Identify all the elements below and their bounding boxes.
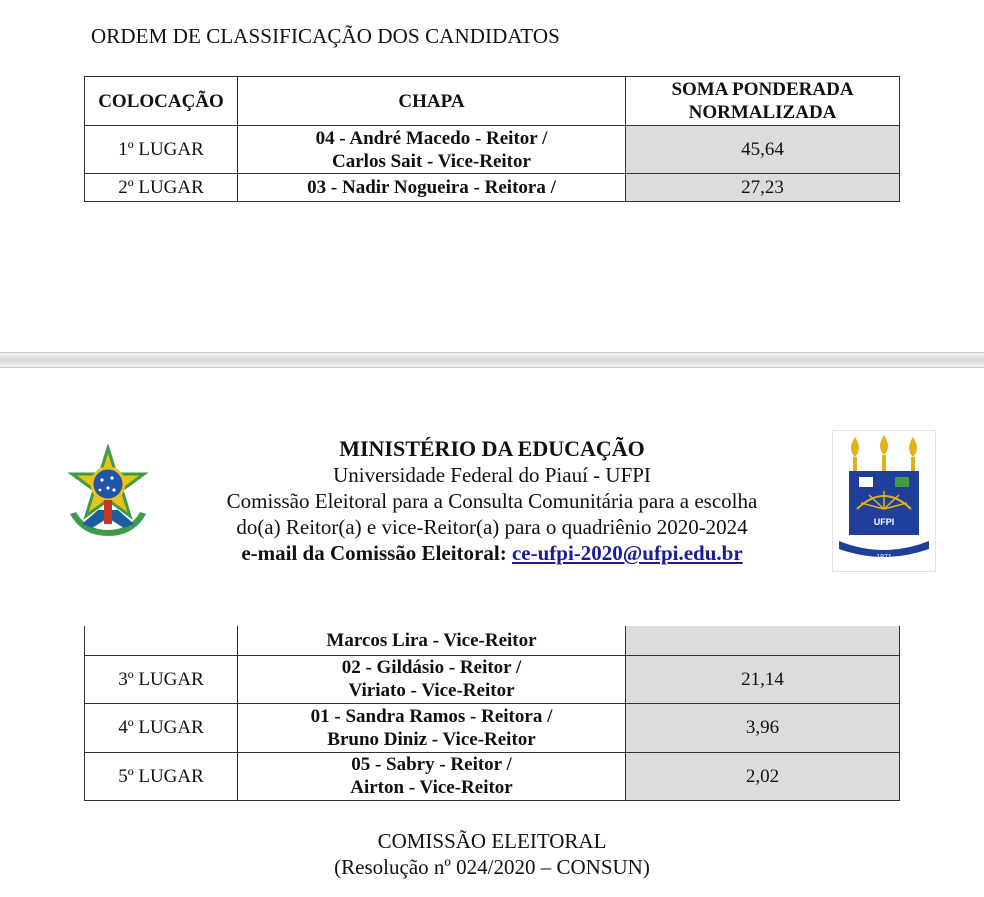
table-row [85,626,900,655]
email-label: e-mail da Comissão Eleitoral: [241,541,507,565]
table-row [85,703,900,752]
header-chapa: CHAPA [238,77,626,126]
footer-resolution: (Resolução nº 024/2020 – CONSUN) [334,855,650,879]
cell-place-cont [85,626,238,655]
table-row [85,752,900,800]
chapa-line1: 05 - Sabry - Reitor / [351,754,512,775]
header-colocacao: COLOCAÇÃO [85,77,238,126]
header-soma-line2: NORMALIZADA [688,102,837,123]
header-soma [626,77,900,126]
cell-score: 45,64 [626,126,900,174]
chapa-line1: 01 - Sandra Ramos - Reitora / [310,705,553,727]
cell-chapa [238,126,626,174]
chapa-line2: Airton - Vice-Reitor [350,777,513,798]
ranking-table-part1 [84,76,900,202]
chapa-line2: Carlos Sait - Vice-Reitor [332,150,531,172]
cell-place: 5º LUGAR [85,752,238,800]
table-row [85,655,900,703]
cell-chapa [238,655,626,703]
letterhead [150,436,834,566]
cell-chapa [238,703,626,752]
cell-place: 3º LUGAR [85,655,238,703]
page-break [0,352,984,368]
ranking-table-part2 [84,626,900,801]
email-link[interactable]: ce-ufpi-2020@ufpi.edu.br [511,541,743,565]
footer-commission: COMISSÃO ELEITORAL [377,829,607,853]
cell-place: 1º LUGAR [85,126,238,174]
cell-score: 2,02 [626,752,900,800]
cell-place: 4º LUGAR [85,703,238,752]
chapa-line2: Viriato - Vice-Reitor [348,680,515,701]
cell-score: 3,96 [626,703,900,752]
cell-chapa: Marcos Lira - Vice-Reitor [238,626,626,655]
ministry-title: MINISTÉRIO DA EDUCAÇÃO [339,436,645,461]
chapa-line1: 02 - Gildásio - Reitor / [341,657,522,678]
header-soma-line1: SOMA PONDERADA [671,79,854,100]
chapa-line1: 04 - André Macedo - Reitor / [315,127,548,149]
cell-chapa [238,752,626,800]
table-row [85,126,900,174]
page-title: ORDEM DE CLASSIFICAÇÃO DOS CANDIDATOS [91,24,560,48]
cell-chapa: 03 - Nadir Nogueira - Reitora / [238,174,626,202]
ufpi-logo-icon [832,430,936,572]
cell-score: 27,23 [626,174,900,202]
table-row [85,174,900,202]
chapa-line2: Bruno Diniz - Vice-Reitor [327,728,536,750]
ufpi-logo-year: 1971 [876,554,892,561]
commission-line1: Comissão Eleitoral para a Consulta Comunitária para a escolha [226,489,758,513]
commission-line2: do(a) Reitor(a) e vice-Reitor(a) para o quadriênio 2020-2024 [236,515,748,539]
cell-place: 2º LUGAR [85,174,238,202]
ufpi-logo-text: UFPI [873,517,895,527]
cell-score: 21,14 [626,655,900,703]
university-name: Universidade Federal do Piauí - UFPI [333,463,651,487]
cell-score-cont [626,626,900,655]
email-line [150,540,834,566]
brazil-coat-of-arms-icon [62,444,154,540]
